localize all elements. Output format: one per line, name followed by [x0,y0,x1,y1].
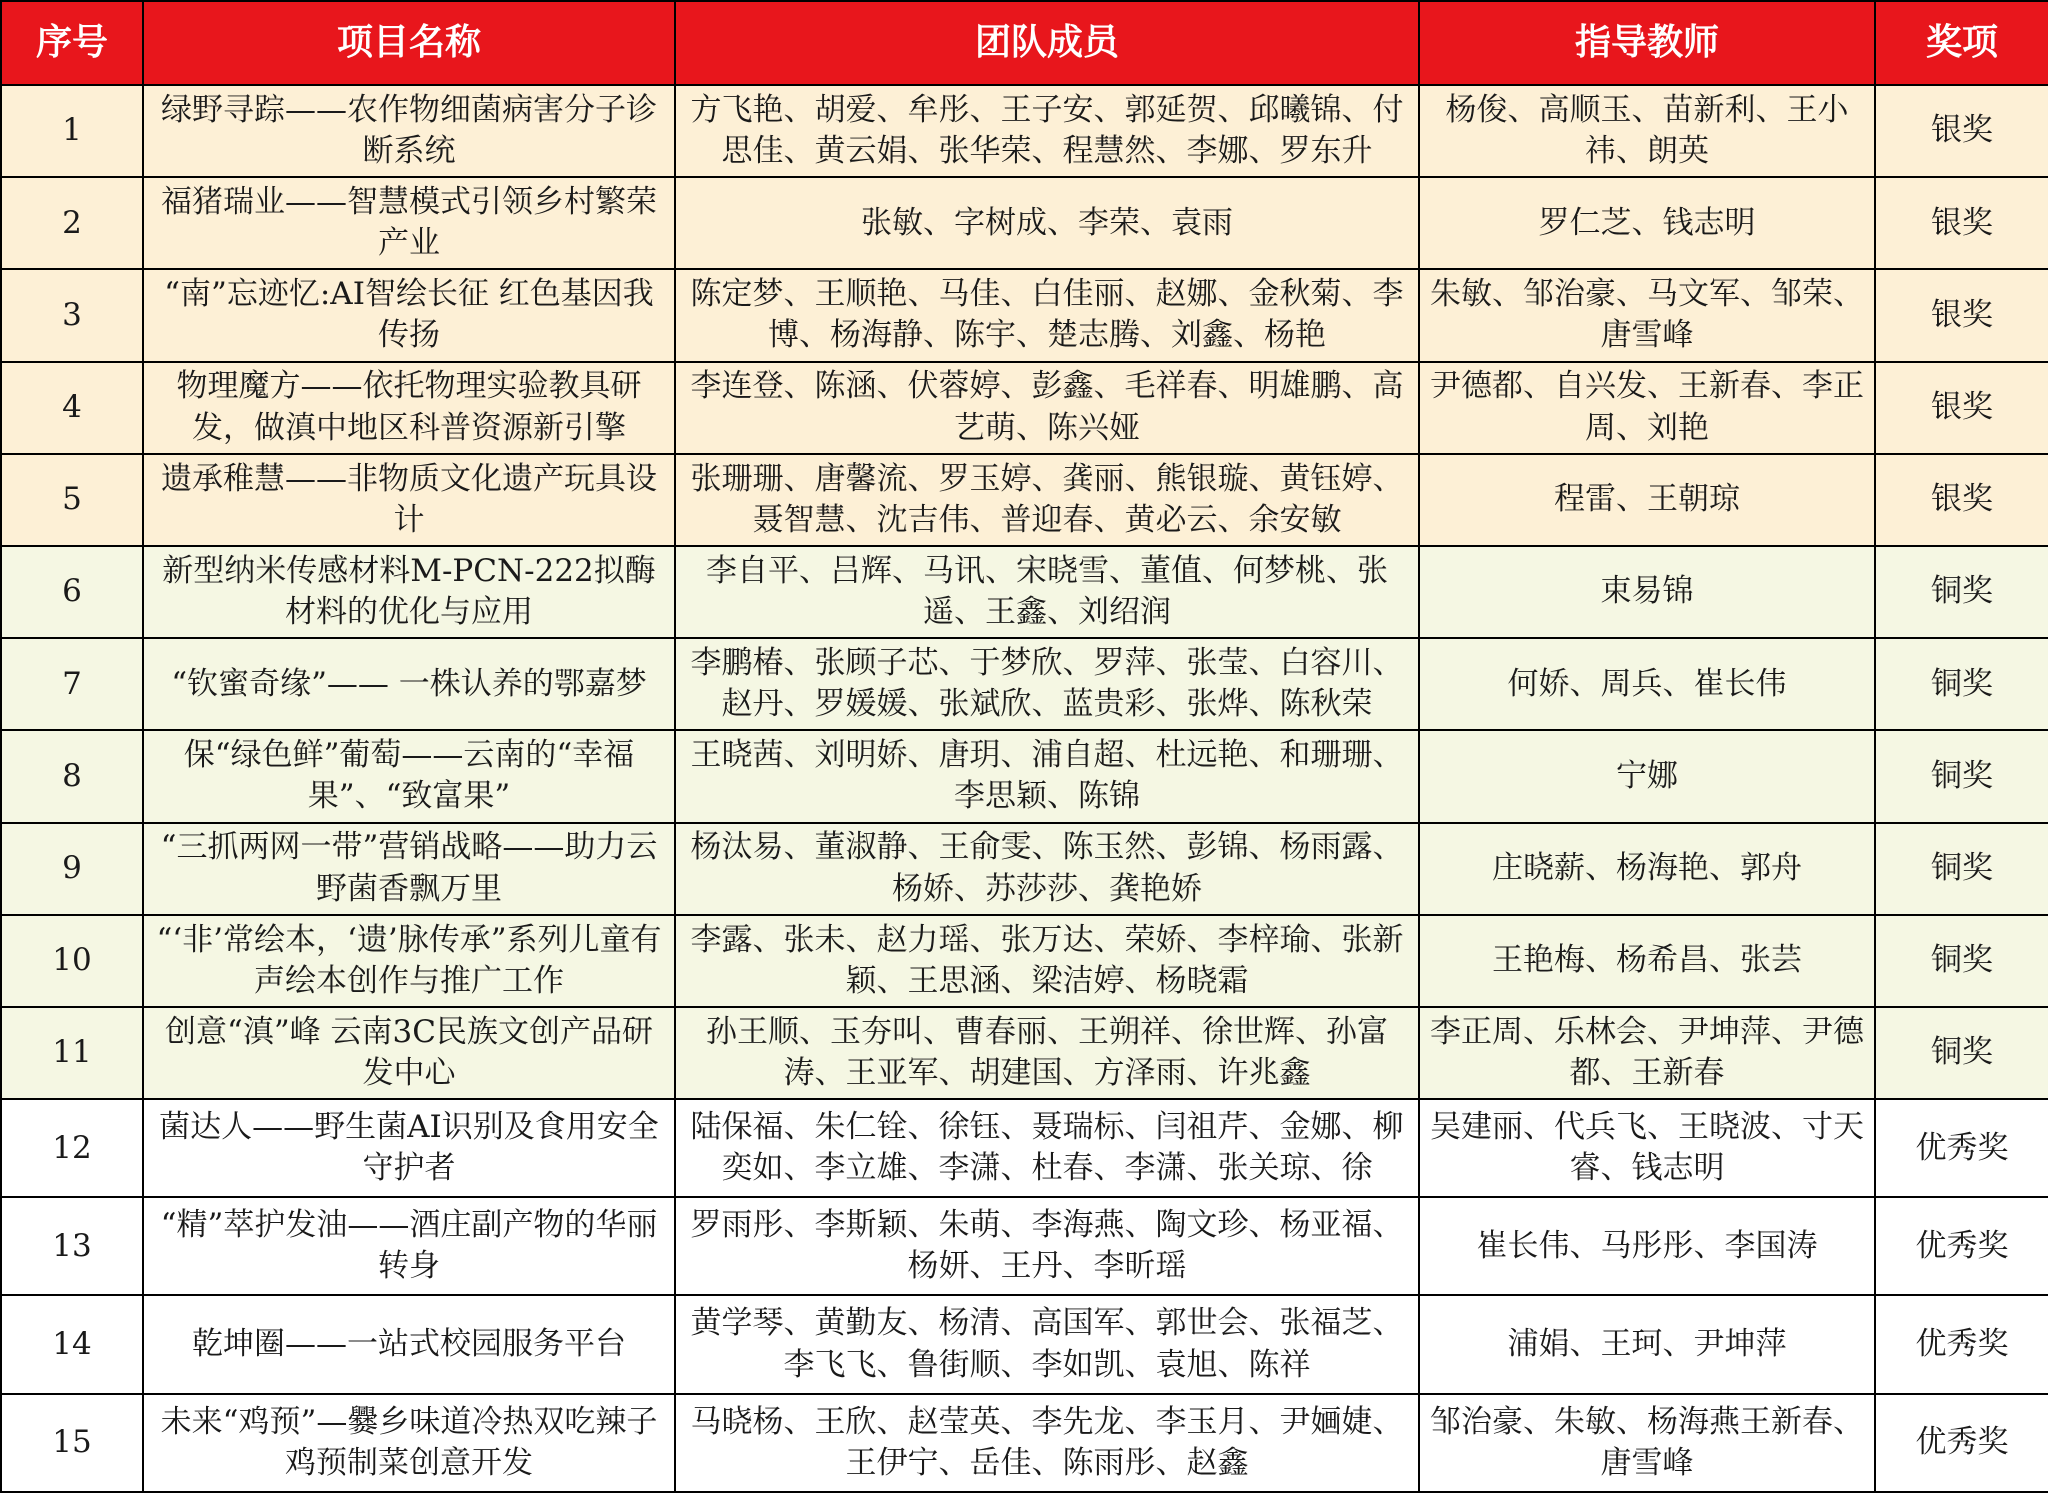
serial-number-cell: 4 [1,362,143,454]
advisors-cell: 庄晓薪、杨海艳、郭舟 [1419,823,1875,915]
table-row [1,823,2048,915]
serial-number-cell: 12 [1,1099,143,1197]
project-name-cell: “钦蜜奇缘”—— 一株认养的鄂嘉梦 [143,638,675,730]
award-cell: 优秀奖 [1875,1099,2048,1197]
table-row [1,177,2048,269]
project-name-cell: 物理魔方——依托物理实验教具研发，做滇中地区科普资源新引擎 [143,362,675,454]
award-cell: 银奖 [1875,269,2048,361]
table-row [1,269,2048,361]
serial-number-cell: 13 [1,1197,143,1295]
award-cell: 银奖 [1875,454,2048,546]
advisors-cell: 罗仁芝、钱志明 [1419,177,1875,269]
table-row [1,1394,2048,1492]
serial-number-cell: 8 [1,730,143,822]
award-cell: 铜奖 [1875,546,2048,638]
project-name-cell: 保“绿色鲜”葡萄——云南的“幸福果”、“致富果” [143,730,675,822]
serial-number-cell: 6 [1,546,143,638]
advisors-cell: 尹德都、自兴发、王新春、李正周、刘艳 [1419,362,1875,454]
table-row [1,915,2048,1007]
award-cell: 铜奖 [1875,1007,2048,1099]
header-project-name: 项目名称 [143,1,675,85]
team-members-cell: 王晓茜、刘明娇、唐玥、浦自超、杜远艳、和珊珊、李思颖、陈锦 [675,730,1419,822]
advisors-cell: 杨俊、高顺玉、苗新利、王小祎、朗英 [1419,85,1875,177]
award-cell: 银奖 [1875,362,2048,454]
header-serial-number: 序号 [1,1,143,85]
project-name-cell: 绿野寻踪——农作物细菌病害分子诊断系统 [143,85,675,177]
advisors-cell: 邹治豪、朱敏、杨海燕王新春、唐雪峰 [1419,1394,1875,1492]
team-members-cell: 李连登、陈涵、伏蓉婷、彭鑫、毛祥春、明雄鹏、高艺萌、陈兴娅 [675,362,1419,454]
serial-number-cell: 7 [1,638,143,730]
project-name-cell: “‘非’常绘本，‘遗’脉传承”系列儿童有声绘本创作与推广工作 [143,915,675,1007]
serial-number-cell: 14 [1,1295,143,1393]
award-cell: 银奖 [1875,177,2048,269]
advisors-cell: 何娇、周兵、崔长伟 [1419,638,1875,730]
table-row [1,730,2048,822]
serial-number-cell: 3 [1,269,143,361]
project-name-cell: 遗承稚慧——非物质文化遗产玩具设计 [143,454,675,546]
advisors-cell: 束易锦 [1419,546,1875,638]
serial-number-cell: 1 [1,85,143,177]
advisors-cell: 李正周、乐林会、尹坤萍、尹德都、王新春 [1419,1007,1875,1099]
project-name-cell: 新型纳米传感材料M-PCN-222拟酶材料的优化与应用 [143,546,675,638]
advisors-cell: 程雷、王朝琼 [1419,454,1875,546]
project-name-cell: “南”忘迹忆:AI智绘长征 红色基因我传扬 [143,269,675,361]
project-name-cell: 未来“鸡预”—爨乡味道冷热双吃辣子鸡预制菜创意开发 [143,1394,675,1492]
advisors-cell: 王艳梅、杨希昌、张芸 [1419,915,1875,1007]
award-cell: 铜奖 [1875,823,2048,915]
team-members-cell: 李鹏椿、张顾子芯、于梦欣、罗萍、张莹、白容川、赵丹、罗媛媛、张斌欣、蓝贵彩、张烨、陈秋荣 [675,638,1419,730]
project-name-cell: 乾坤圈——一站式校园服务平台 [143,1295,675,1393]
team-members-cell: 张珊珊、唐馨流、罗玉婷、龚丽、熊银璇、黄钰婷、聂智慧、沈吉伟、普迎春、黄必云、余安敏 [675,454,1419,546]
team-members-cell: 陈定梦、王顺艳、马佳、白佳丽、赵娜、金秋菊、李博、杨海静、陈宇、楚志腾、刘鑫、杨艳 [675,269,1419,361]
project-name-cell: 福猪瑞业——智慧模式引领乡村繁荣产业 [143,177,675,269]
award-cell: 优秀奖 [1875,1197,2048,1295]
advisors-cell: 浦娟、王珂、尹坤萍 [1419,1295,1875,1393]
serial-number-cell: 2 [1,177,143,269]
header-award: 奖项 [1875,1,2048,85]
table-row [1,85,2048,177]
table-header [1,1,2048,85]
award-cell: 铜奖 [1875,638,2048,730]
team-members-cell: 黄学琴、黄勤友、杨清、高国军、郭世会、张福芝、李飞飞、鲁街顺、李如凯、袁旭、陈祥 [675,1295,1419,1393]
project-name-cell: 创意“滇”峰 云南3C民族文创产品研发中心 [143,1007,675,1099]
award-cell: 铜奖 [1875,730,2048,822]
project-name-cell: “精”萃护发油——酒庄副产物的华丽转身 [143,1197,675,1295]
award-cell: 优秀奖 [1875,1295,2048,1393]
team-members-cell: 方飞艳、胡爱、牟彤、王子安、郭延贺、邱曦锦、付思佳、黄云娟、张华荣、程慧然、李娜、罗东升 [675,85,1419,177]
table-row [1,1099,2048,1197]
table-row [1,1007,2048,1099]
advisors-cell: 崔长伟、马彤彤、李国涛 [1419,1197,1875,1295]
award-cell: 银奖 [1875,85,2048,177]
serial-number-cell: 5 [1,454,143,546]
table-row [1,1197,2048,1295]
team-members-cell: 陆保福、朱仁铨、徐钰、聂瑞标、闫祖芹、金娜、柳奕如、李立雄、李潇、杜春、李潇、张关琼、徐 [675,1099,1419,1197]
advisors-cell: 吴建丽、代兵飞、王晓波、寸天睿、钱志明 [1419,1099,1875,1197]
table-row [1,638,2048,730]
header-team-members: 团队成员 [675,1,1419,85]
team-members-cell: 孙王顺、玉夯叫、曹春丽、王朔祥、徐世辉、孙富涛、王亚军、胡建国、方泽雨、许兆鑫 [675,1007,1419,1099]
serial-number-cell: 10 [1,915,143,1007]
project-name-cell: 菌达人——野生菌AI识别及食用安全守护者 [143,1099,675,1197]
advisors-cell: 宁娜 [1419,730,1875,822]
team-members-cell: 张敏、字树成、李荣、袁雨 [675,177,1419,269]
serial-number-cell: 15 [1,1394,143,1492]
award-cell: 优秀奖 [1875,1394,2048,1492]
table-row [1,454,2048,546]
team-members-cell: 杨汰易、董淑静、王俞雯、陈玉然、彭锦、杨雨露、杨娇、苏莎莎、龚艳娇 [675,823,1419,915]
table-row [1,362,2048,454]
table-row [1,1295,2048,1393]
team-members-cell: 罗雨彤、李斯颖、朱萌、李海燕、陶文珍、杨亚福、杨妍、王丹、李昕瑶 [675,1197,1419,1295]
team-members-cell: 李露、张未、赵力瑶、张万达、荣娇、李梓瑜、张新颖、王思涵、梁洁婷、杨晓霜 [675,915,1419,1007]
serial-number-cell: 11 [1,1007,143,1099]
table-body [1,85,2048,1492]
header-row [1,1,2048,85]
table-row [1,546,2048,638]
advisors-cell: 朱敏、邹治豪、马文军、邹荣、唐雪峰 [1419,269,1875,361]
project-name-cell: “三抓两网一带”营销战略——助力云野菌香飘万里 [143,823,675,915]
team-members-cell: 李自平、吕辉、马讯、宋晓雪、董值、何梦桃、张遥、王鑫、刘绍润 [675,546,1419,638]
header-advisors: 指导教师 [1419,1,1875,85]
serial-number-cell: 9 [1,823,143,915]
award-cell: 铜奖 [1875,915,2048,1007]
team-members-cell: 马晓杨、王欣、赵莹英、李先龙、李玉月、尹婳婕、王伊宁、岳佳、陈雨彤、赵鑫 [675,1394,1419,1492]
